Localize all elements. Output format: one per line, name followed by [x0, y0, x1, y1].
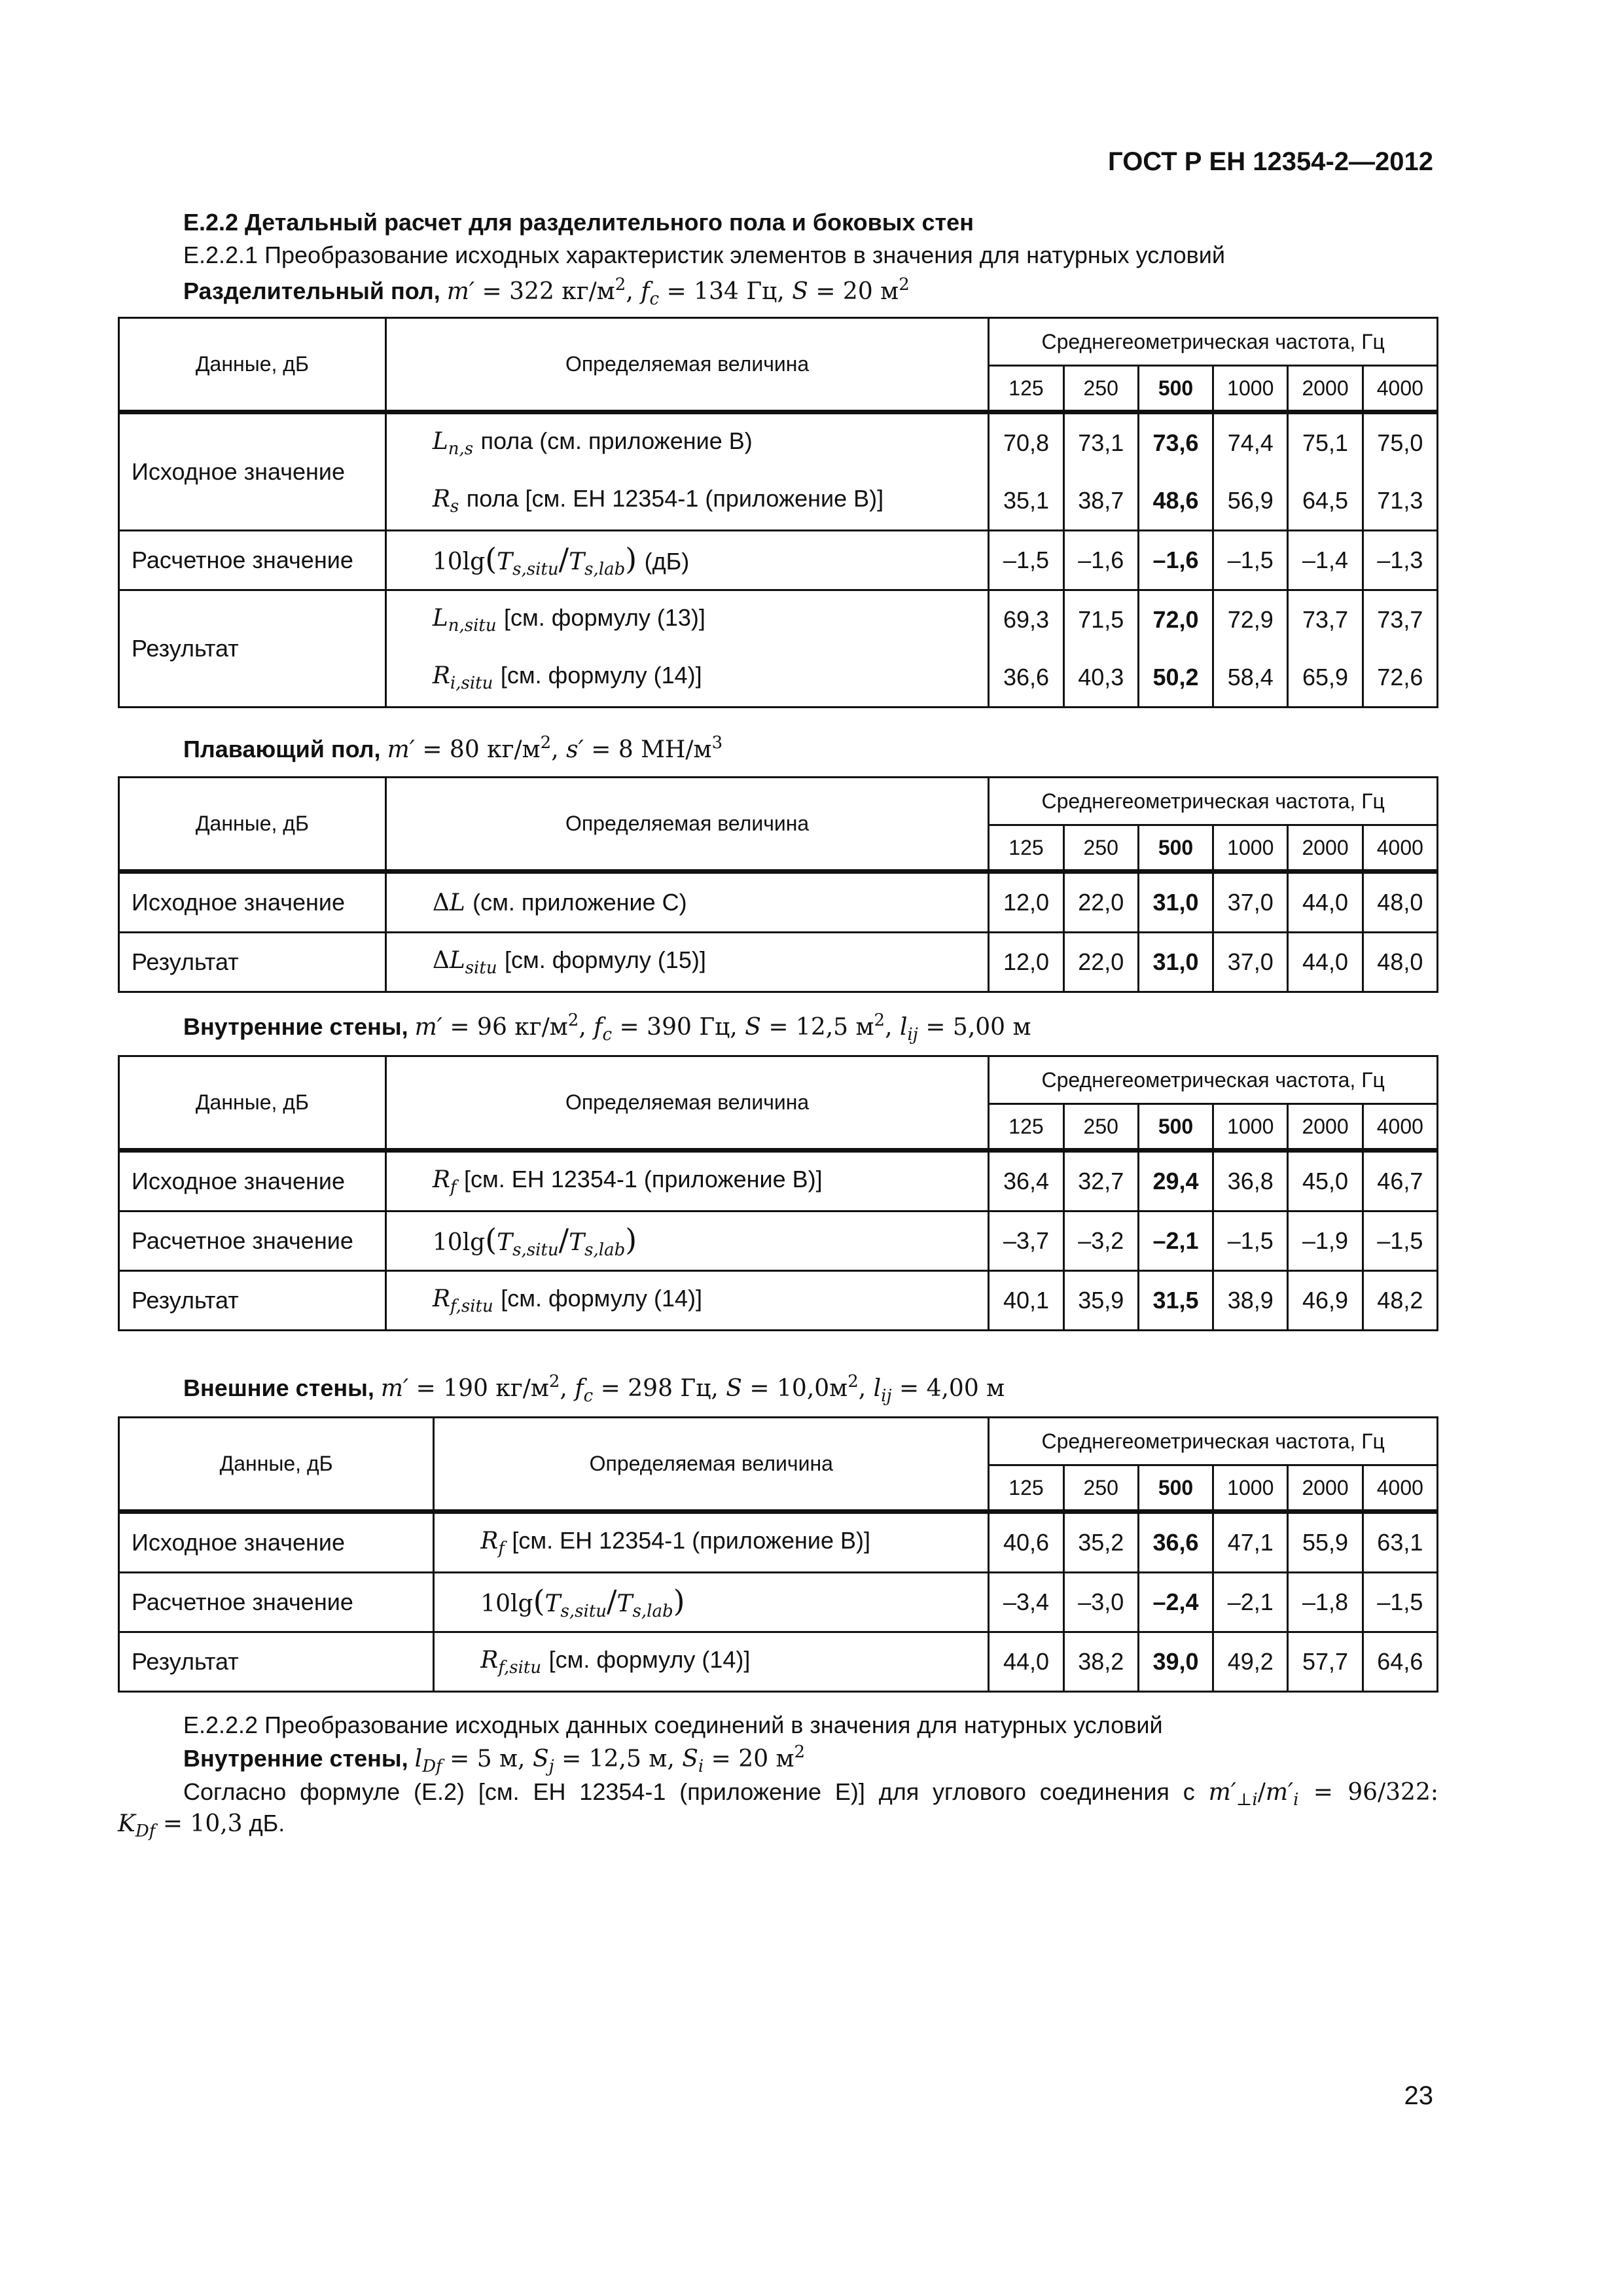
- freq-250: 250: [1063, 366, 1138, 412]
- header-data-col: Данные, дБ: [119, 1056, 386, 1151]
- freq-2000: 2000: [1288, 1465, 1363, 1512]
- value-cell: 55,9: [1288, 1512, 1363, 1573]
- value-cell: 44,0: [989, 1632, 1063, 1692]
- freq-1000: 1000: [1213, 366, 1288, 412]
- freq-125: 125: [989, 1104, 1063, 1151]
- value-cell: 39,0: [1138, 1632, 1213, 1692]
- row-category: Исходное значение: [119, 1151, 386, 1211]
- value-cell: 48,6: [1138, 472, 1213, 531]
- value-cell: 32,7: [1063, 1151, 1138, 1211]
- value-cell: 29,4: [1138, 1151, 1213, 1211]
- paragraph-line-1: Согласно формуле (Е.2) [см. ЕН 12354-1 (приложение Е)] для углового соединения с $m'_{\perp i}/m'_i = 96/322$:: [183, 1778, 1438, 1810]
- value-cell: 31,5: [1138, 1271, 1213, 1331]
- header-data-col: Данные, дБ: [119, 318, 386, 412]
- value-cell: –1,3: [1363, 531, 1437, 590]
- freq-250: 250: [1063, 825, 1138, 872]
- quantity-cell: $R_f$ [см. ЕН 12354-1 (приложение В)]: [385, 1151, 989, 1211]
- value-cell: –3,0: [1063, 1573, 1138, 1632]
- freq-125: 125: [989, 1465, 1063, 1512]
- floating-title-params: m′ = 80 $кг/м^2$, s′ = 8 $МН/м^3$: [387, 733, 723, 763]
- row-category: Результат: [119, 933, 386, 992]
- value-cell: 72,0: [1138, 590, 1213, 649]
- freq-4000: 4000: [1363, 1104, 1437, 1151]
- freq-2000: 2000: [1288, 1104, 1363, 1151]
- value-cell: –1,5: [1363, 1573, 1437, 1632]
- quantity-cell: $R_f$ [см. ЕН 12354-1 (приложение В)]: [434, 1512, 989, 1573]
- floating-table: [118, 776, 1438, 993]
- value-cell: 71,3: [1363, 472, 1437, 531]
- row-category: Исходное значение: [119, 1512, 434, 1573]
- value-cell: 73,1: [1063, 412, 1138, 473]
- junction-title: [183, 1742, 805, 1776]
- floor-section-title: [183, 275, 910, 309]
- value-cell: 73,6: [1138, 412, 1213, 473]
- value-cell: 48,2: [1363, 1271, 1437, 1331]
- value-cell: 74,4: [1213, 412, 1288, 473]
- header-freq-group: Среднегеометрическая частота, Гц: [989, 1418, 1438, 1465]
- value-cell: 36,6: [1138, 1512, 1213, 1573]
- value-cell: 36,6: [989, 649, 1063, 708]
- value-cell: 73,7: [1288, 590, 1363, 649]
- value-cell: 46,9: [1288, 1271, 1363, 1331]
- value-cell: 57,7: [1288, 1632, 1363, 1692]
- value-cell: 38,7: [1063, 472, 1138, 531]
- value-cell: 63,1: [1363, 1512, 1437, 1573]
- paragraph-line-2: $K_{Df} = 10,3$ дБ.: [118, 1810, 285, 1841]
- quantity-cell: $L_{n,s}$ пола (см. приложение В): [385, 412, 989, 473]
- value-cell: –3,7: [989, 1211, 1063, 1271]
- row-category: Расчетное значение: [119, 1573, 434, 1632]
- freq-500: 500: [1138, 1465, 1213, 1512]
- quantity-cell: $R_s$ пола [см. ЕН 12354-1 (приложение В)]: [385, 472, 989, 531]
- value-cell: –2,1: [1213, 1573, 1288, 1632]
- header-freq-group: Среднегеометрическая частота, Гц: [989, 318, 1438, 366]
- value-cell: 12,0: [989, 933, 1063, 992]
- value-cell: 72,6: [1363, 649, 1437, 708]
- value-cell: 45,0: [1288, 1151, 1363, 1211]
- value-cell: –1,8: [1288, 1573, 1363, 1632]
- value-cell: 38,9: [1213, 1271, 1288, 1331]
- value-cell: 70,8: [989, 412, 1063, 473]
- value-cell: 44,0: [1288, 872, 1363, 933]
- value-cell: 72,9: [1213, 590, 1288, 649]
- floating-title-label: Плавающий пол,: [183, 736, 381, 762]
- freq-250: 250: [1063, 1104, 1138, 1151]
- floating-section-title: [183, 733, 722, 763]
- inner-title-label: Внутренние стены,: [183, 1013, 408, 1040]
- header-quantity-col: Определяемая величина: [385, 1056, 989, 1151]
- outer-title-label: Внешние стены,: [183, 1374, 374, 1401]
- value-cell: 75,1: [1288, 412, 1363, 473]
- header-freq-group: Среднегеометрическая частота, Гц: [989, 1056, 1438, 1104]
- inner-walls-table: [118, 1055, 1438, 1331]
- value-cell: 75,0: [1363, 412, 1437, 473]
- value-cell: –1,9: [1288, 1211, 1363, 1271]
- freq-500: 500: [1138, 1104, 1213, 1151]
- document-header: ГОСТ Р ЕН 12354-2—2012: [1108, 147, 1433, 176]
- quantity-cell: $10\lg(T_{s,situ}/T_{s,lab})$: [385, 1211, 989, 1271]
- subsection-heading: E.2.2.1 Преобразование исходных характеристик элементов в значения для натурных условий: [183, 242, 1226, 268]
- page-number: 23: [1404, 2081, 1433, 2110]
- row-category: Результат: [119, 590, 386, 708]
- value-cell: 40,6: [989, 1512, 1063, 1573]
- outer-section-title: [183, 1372, 1005, 1406]
- value-cell: 73,7: [1363, 590, 1437, 649]
- value-cell: 38,2: [1063, 1632, 1138, 1692]
- junction-title-params: $l_{Df} = 5$ м, $S_j = 12,5$ м, $S_i = 20$ $м^2$: [414, 1742, 806, 1776]
- value-cell: –1,4: [1288, 531, 1363, 590]
- row-category: Исходное значение: [119, 412, 386, 531]
- quantity-cell: $10\lg(T_{s,situ}/T_{s,lab})$ (дБ): [385, 531, 989, 590]
- quantity-cell: $10\lg(T_{s,situ}/T_{s,lab})$: [434, 1573, 989, 1632]
- quantity-cell: $R_{f,situ}$ [см. формулу (14)]: [385, 1271, 989, 1331]
- value-cell: 46,7: [1363, 1151, 1437, 1211]
- freq-4000: 4000: [1363, 825, 1437, 872]
- row-category: Результат: [119, 1271, 386, 1331]
- freq-1000: 1000: [1213, 1465, 1288, 1512]
- floor-table: [118, 317, 1438, 708]
- value-cell: –3,2: [1063, 1211, 1138, 1271]
- value-cell: 31,0: [1138, 872, 1213, 933]
- quantity-cell: ΔL (см. приложение С): [385, 872, 989, 933]
- quantity-cell: $R_{i,situ}$ [см. формулу (14)]: [385, 649, 989, 708]
- quantity-cell: $R_{f,situ}$ [см. формулу (14)]: [434, 1632, 989, 1692]
- outer-title-params: m′ = 190 $кг/м^2$, $f_c = 298$ Гц, $S = 10,0м^2$, $l_{ij} = 4,00$ м: [380, 1372, 1005, 1406]
- value-cell: 44,0: [1288, 933, 1363, 992]
- value-cell: 69,3: [989, 590, 1063, 649]
- section-heading: E.2.2 Детальный расчет для разделительного пола и боковых стен: [183, 209, 974, 236]
- value-cell: –1,6: [1138, 531, 1213, 590]
- value-cell: 12,0: [989, 872, 1063, 933]
- value-cell: 40,3: [1063, 649, 1138, 708]
- row-category: Исходное значение: [119, 872, 386, 933]
- header-data-col: Данные, дБ: [119, 778, 386, 872]
- header-quantity-col: Определяемая величина: [385, 778, 989, 872]
- freq-2000: 2000: [1288, 825, 1363, 872]
- freq-500: 500: [1138, 366, 1213, 412]
- freq-2000: 2000: [1288, 366, 1363, 412]
- junction-title-label: Внутренние стены,: [183, 1745, 408, 1772]
- value-cell: 48,0: [1363, 933, 1437, 992]
- header-data-col: Данные, дБ: [119, 1418, 434, 1512]
- floor-title-label: Разделительный пол,: [183, 278, 440, 304]
- value-cell: 48,0: [1363, 872, 1437, 933]
- value-cell: 64,6: [1363, 1632, 1437, 1692]
- value-cell: 50,2: [1138, 649, 1213, 708]
- row-category: Результат: [119, 1632, 434, 1692]
- row-category: Расчетное значение: [119, 1211, 386, 1271]
- value-cell: 22,0: [1063, 933, 1138, 992]
- freq-1000: 1000: [1213, 1104, 1288, 1151]
- value-cell: 35,2: [1063, 1512, 1138, 1573]
- floor-title-params: m′ = 322 $кг/м^2$, $f_c = 134$ Гц, S = 20 $м^2$: [446, 275, 910, 309]
- inner-section-title: [183, 1011, 1031, 1045]
- freq-250: 250: [1063, 1465, 1138, 1512]
- header-quantity-col: Определяемая величина: [385, 318, 989, 412]
- row-category: Расчетное значение: [119, 531, 386, 590]
- value-cell: –1,5: [1213, 531, 1288, 590]
- value-cell: –1,6: [1063, 531, 1138, 590]
- value-cell: 22,0: [1063, 872, 1138, 933]
- value-cell: –3,4: [989, 1573, 1063, 1632]
- value-cell: 37,0: [1213, 872, 1288, 933]
- freq-125: 125: [989, 825, 1063, 872]
- value-cell: 56,9: [1213, 472, 1288, 531]
- freq-4000: 4000: [1363, 1465, 1437, 1512]
- freq-4000: 4000: [1363, 366, 1437, 412]
- freq-1000: 1000: [1213, 825, 1288, 872]
- value-cell: –1,5: [989, 531, 1063, 590]
- inner-title-params: m′ = 96 $кг/м^2$, $f_c = 390$ Гц, S = 12,5 $м^2$, $l_{ij} = 5,00$ м: [414, 1011, 1031, 1045]
- value-cell: 36,4: [989, 1151, 1063, 1211]
- value-cell: 31,0: [1138, 933, 1213, 992]
- value-cell: 36,8: [1213, 1151, 1288, 1211]
- value-cell: –2,1: [1138, 1211, 1213, 1271]
- value-cell: 47,1: [1213, 1512, 1288, 1573]
- subsection-heading-2: E.2.2.2 Преобразование исходных данных соединений в значения для натурных условий: [183, 1712, 1163, 1738]
- value-cell: 35,9: [1063, 1271, 1138, 1331]
- quantity-cell: $\Delta L_{situ}$ [см. формулу (15)]: [385, 933, 989, 992]
- value-cell: 65,9: [1288, 649, 1363, 708]
- header-quantity-col: Определяемая величина: [434, 1418, 989, 1512]
- value-cell: 64,5: [1288, 472, 1363, 531]
- freq-125: 125: [989, 366, 1063, 412]
- value-cell: –1,5: [1213, 1211, 1288, 1271]
- value-cell: 58,4: [1213, 649, 1288, 708]
- value-cell: –1,5: [1363, 1211, 1437, 1271]
- value-cell: –2,4: [1138, 1573, 1213, 1632]
- quantity-cell: $L_{n,situ}$ [см. формулу (13)]: [385, 590, 989, 649]
- outer-walls-table: [118, 1416, 1438, 1693]
- value-cell: 40,1: [989, 1271, 1063, 1331]
- value-cell: 37,0: [1213, 933, 1288, 992]
- value-cell: 49,2: [1213, 1632, 1288, 1692]
- freq-500: 500: [1138, 825, 1213, 872]
- header-freq-group: Среднегеометрическая частота, Гц: [989, 778, 1438, 825]
- value-cell: 35,1: [989, 472, 1063, 531]
- value-cell: 71,5: [1063, 590, 1138, 649]
